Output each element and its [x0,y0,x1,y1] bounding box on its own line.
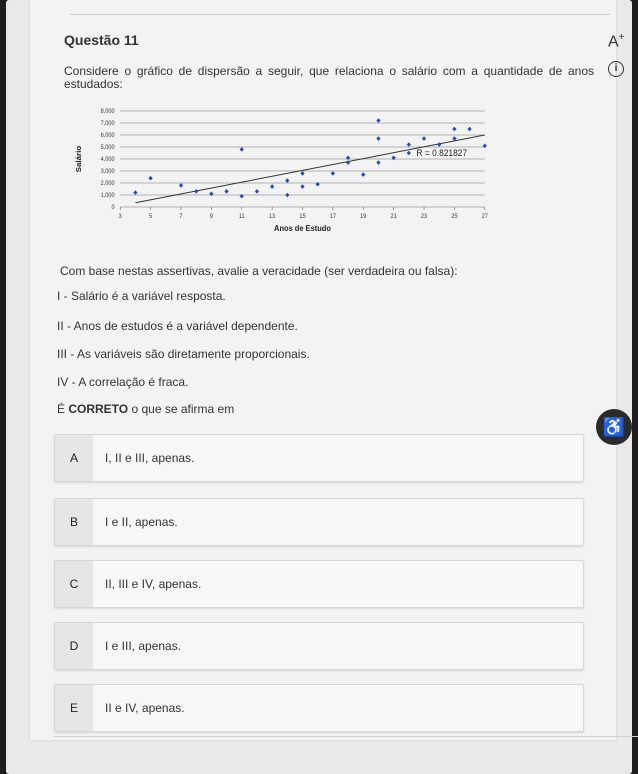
data-point [285,178,289,183]
y-tick-label: 2,000 [100,180,115,188]
info-icon[interactable]: i [608,61,624,77]
x-tick-label: 21 [390,213,397,221]
x-tick-label: 7 [179,213,183,221]
data-point [452,127,456,132]
data-point [300,184,304,189]
x-tick-label: 3 [118,213,122,221]
assertion-3 [57,347,310,361]
question-title: Questão 11 [64,32,139,48]
option-e[interactable] [54,684,584,732]
trendline [135,135,484,203]
option-c-letter: C [55,561,93,607]
y-tick-label: 6,000 [100,132,115,140]
data-point [376,160,380,165]
scatter-chart [66,105,496,245]
correct-suffix: o que se afirma em [128,402,235,416]
y-tick-label: 5,000 [100,144,115,152]
y-tick-label: 7,000 [100,120,115,128]
x-tick-label: 13 [269,213,276,221]
data-point [437,142,441,147]
x-tick-label: 15 [299,213,306,221]
correct-prefix: É [57,402,69,416]
x-tick-label: 9 [209,213,213,221]
scatter-chart-svg [66,105,496,245]
assertion-4-text: A correlação é fraca. [75,375,189,389]
x-tick-label: 11 [238,213,245,221]
top-divider [70,14,610,15]
font-size-label: A [608,33,619,51]
data-point [467,127,471,132]
accessibility-icon[interactable]: ♿ [596,409,632,445]
data-point [407,142,411,147]
r-annotation: R = 0.821827 [416,147,468,159]
data-point [285,193,289,198]
option-d-text: I e III, apenas. [105,639,182,653]
assertion-4 [57,375,188,389]
data-point [331,171,335,176]
x-tick-label: 27 [481,213,488,221]
option-d-letter: D [55,623,93,669]
data-point [209,192,213,197]
option-b-letter: B [55,499,93,545]
font-size-plus: + [618,32,625,43]
font-size-icon[interactable] [608,32,625,51]
x-tick-label: 19 [360,213,367,221]
data-point [422,136,426,141]
assertion-1-num: I - [57,289,68,303]
option-a-text: I, II e III, apenas. [105,451,195,465]
x-tick-label: 17 [329,213,336,221]
option-e-text: II e IV, apenas. [105,701,185,715]
assertions-intro: Com base nestas assertivas, avalie a veracidade (ser verdadeira ou falsa): [60,264,458,278]
option-b-text: I e II, apenas. [105,515,178,529]
data-point [483,144,487,149]
x-axis-label: Anos de Estudo [274,223,331,234]
data-point [376,118,380,123]
option-c-text: II, III e IV, apenas. [105,577,202,591]
correct-bold: CORRETO [68,402,129,416]
assertion-2 [57,319,298,333]
x-tick-label: 5 [149,213,153,221]
option-d[interactable] [54,622,584,670]
option-c[interactable] [54,560,584,608]
assertion-2-num: II - [57,319,71,333]
option-a[interactable] [54,434,584,482]
page-background [6,0,632,774]
option-e-letter: E [55,685,93,731]
data-point [240,147,244,152]
option-b[interactable] [54,498,584,546]
data-point [255,189,259,194]
assertion-1 [57,289,226,303]
data-point [133,190,137,195]
data-point [391,156,395,161]
assertion-2-text: Anos de estudos é a variável dependente. [71,319,298,333]
question-card [30,0,625,740]
option-a-letter: A [55,435,93,481]
data-point [194,189,198,194]
x-tick-label: 23 [420,213,428,221]
question-statement: Considere o gráfico de dispersão a seguir, que relaciona o salário com a quantidade de anos estudados: [64,64,594,91]
data-point [376,136,380,141]
data-point [240,194,244,199]
data-point [361,172,365,177]
data-point [407,151,411,156]
bottom-divider [54,736,638,737]
assertion-3-text: As variáveis são diretamente proporcionais. [74,347,310,361]
y-tick-label: 4,000 [100,156,115,164]
y-tick-label: 3,000 [100,168,115,176]
data-point [316,182,320,187]
y-axis-label: Salário [74,145,83,173]
data-point [179,183,183,188]
data-point [300,171,304,176]
assertion-3-num: III - [57,347,75,361]
data-point [346,156,350,161]
assertion-4-num: IV - [57,375,76,389]
x-tick-label: 25 [451,213,458,221]
data-point [270,184,274,189]
data-point [224,189,228,194]
y-tick-label: 8,000 [100,108,115,116]
y-tick-label: 1,000 [100,192,115,200]
y-tick-label: 0 [111,204,115,212]
data-point [148,176,152,181]
assertion-1-text: Salário é a variável resposta. [67,289,226,303]
correct-prompt [57,402,234,416]
